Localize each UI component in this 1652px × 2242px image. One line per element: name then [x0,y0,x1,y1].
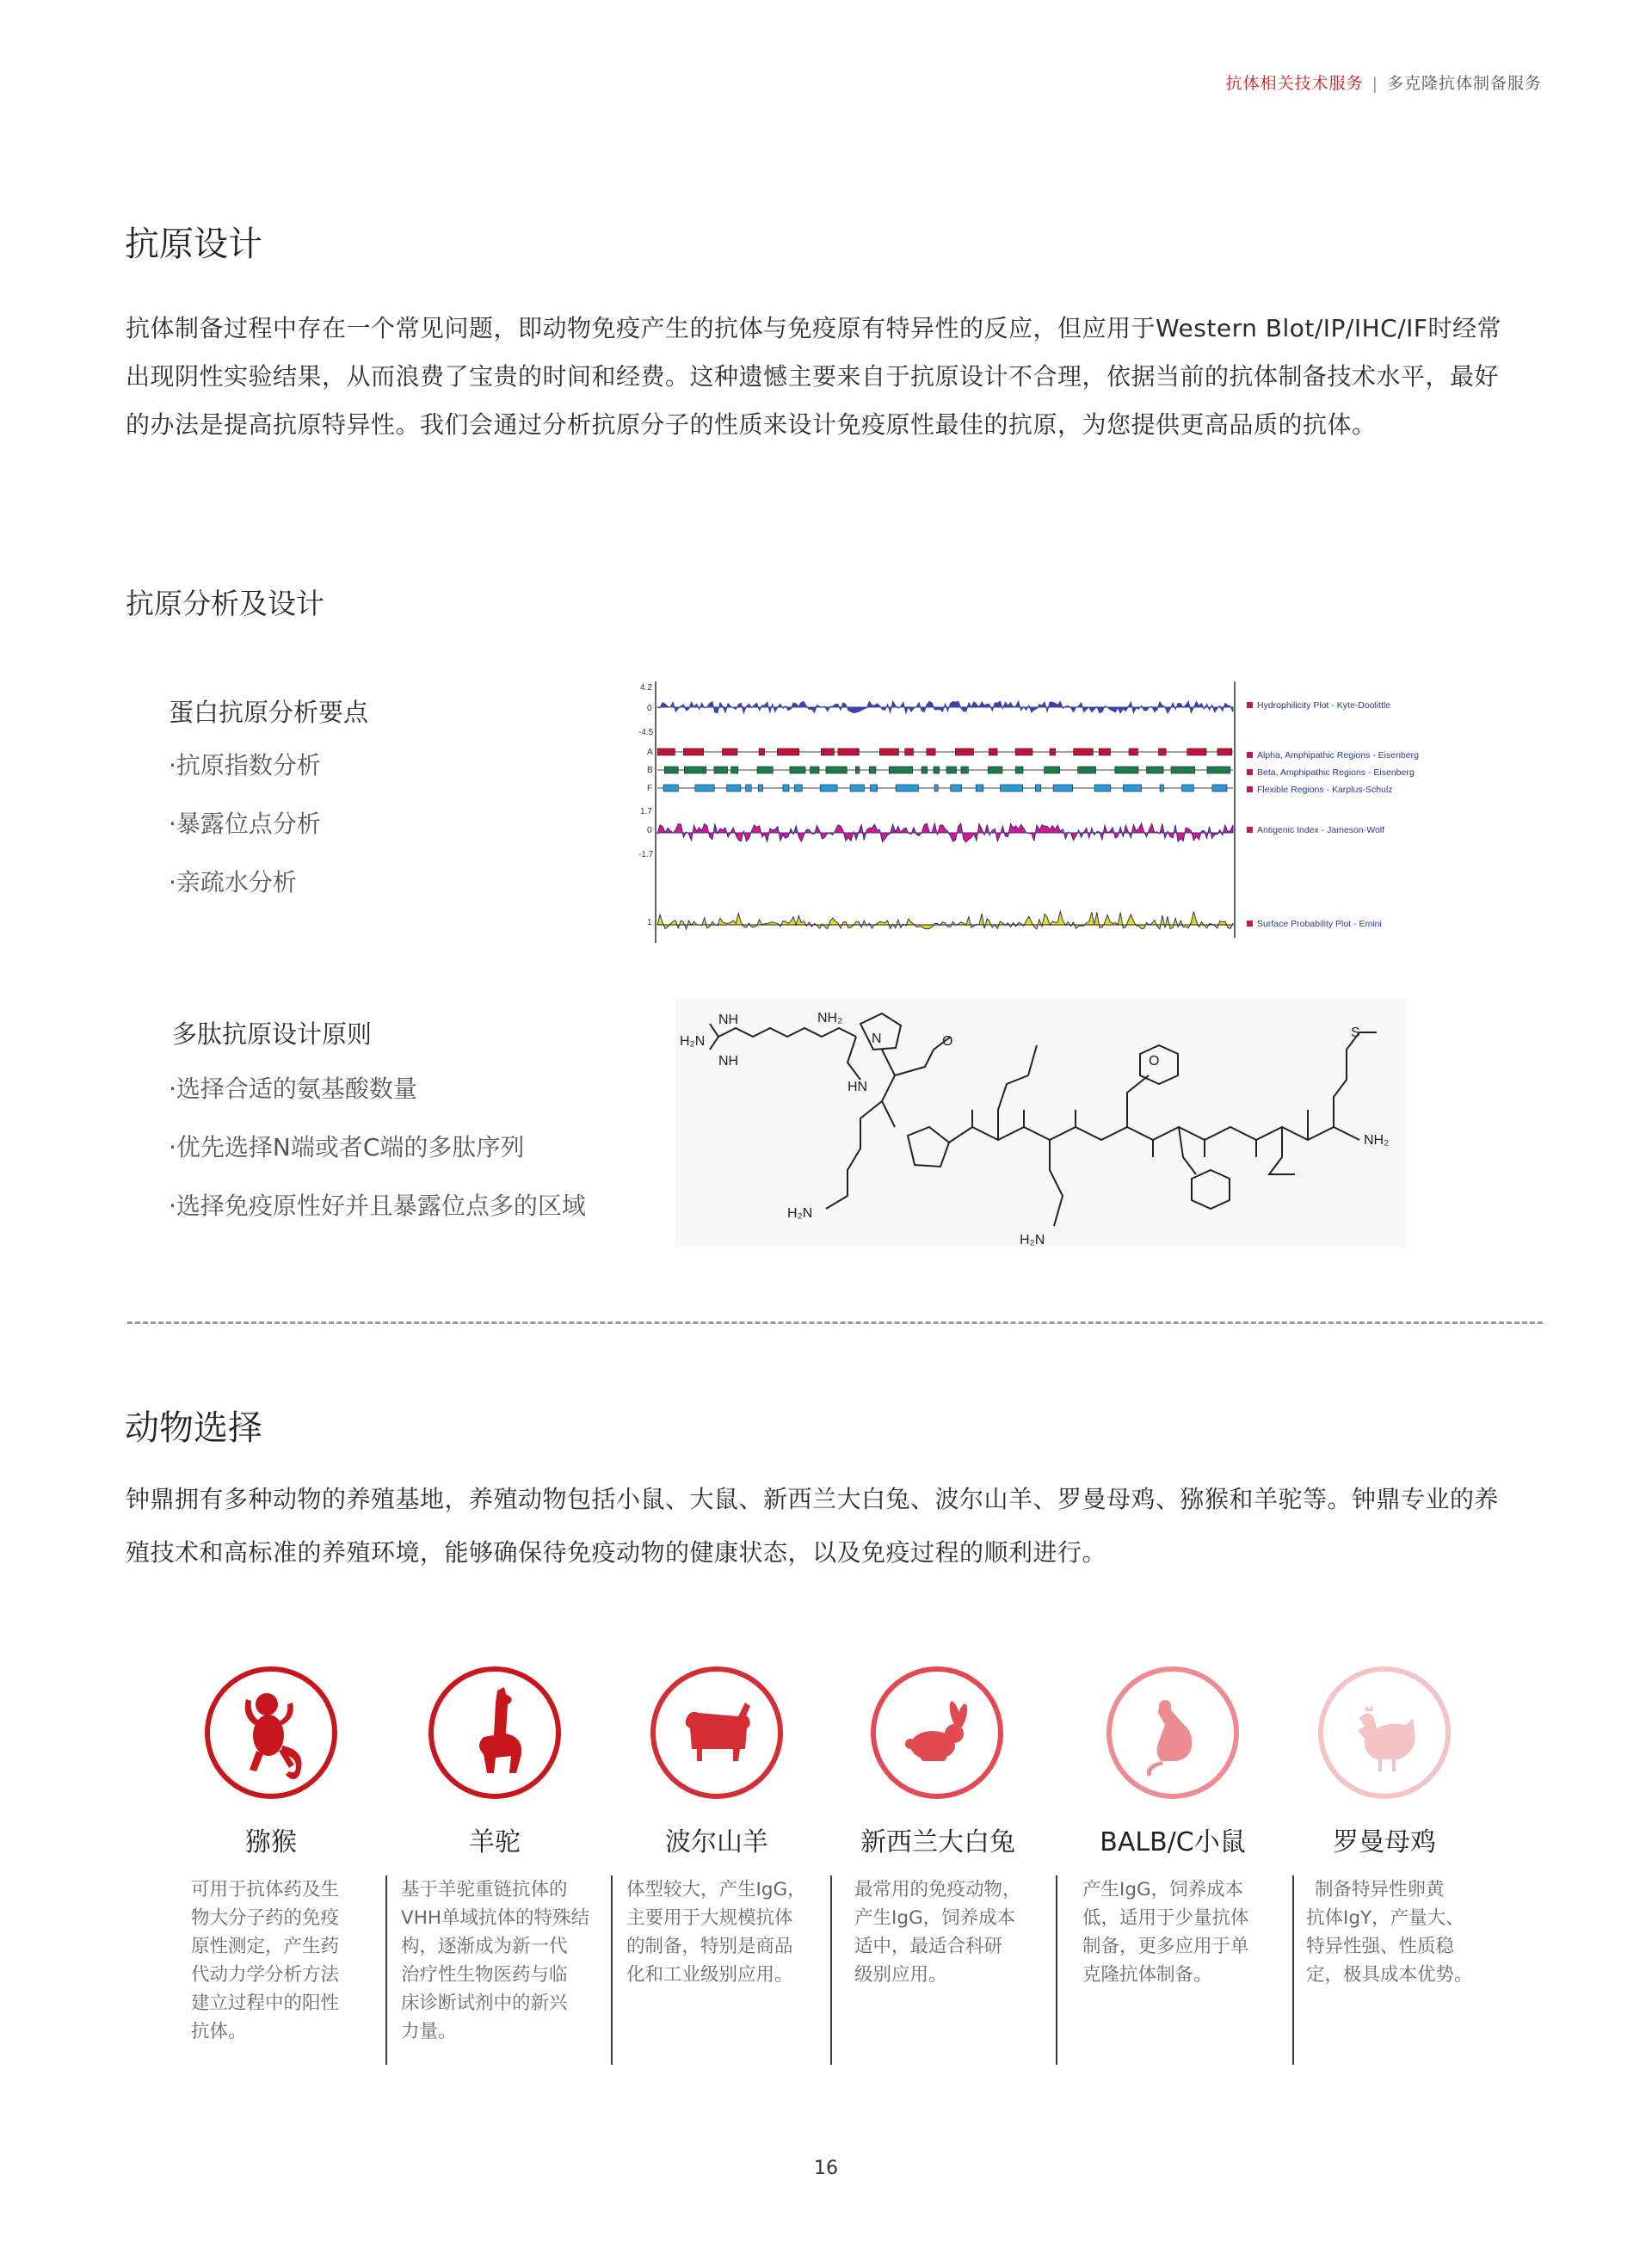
animal-name-rabbit: 新西兰大白兔 [860,1827,1015,1857]
region-mark [663,785,678,791]
legend-entry: Alpha, Amphipathic Regions - Eisenberg [1257,750,1419,761]
region-mark [934,767,940,773]
region-mark [1123,785,1141,791]
paragraph-line: 抗体制备过程中存在一个常见问题，即动物免疫产生的抗体与免疫原有特异性的反应，但应用于Western Blot/IP/IHC/IF时经常 [126,314,1502,342]
region-mark [657,748,675,755]
region-mark [946,767,957,773]
page-header [1226,71,1542,94]
region-mark [1212,785,1227,791]
analysis-title: 抗原分析及设计 [126,587,324,620]
region-mark [1015,748,1032,755]
desc-line: 产生IgG，饲养成本 [1082,1879,1244,1900]
region-mark [746,785,752,791]
region-mark [1078,767,1096,773]
region-mark [927,748,935,755]
region-mark [1207,767,1230,773]
column-divider [385,1876,387,2065]
region-mark [1217,748,1232,755]
desc-line: 体型较大，产生IgG， [626,1879,806,1900]
header-category: 抗体相关技术服务 [1225,74,1364,93]
region-mark [1159,748,1167,755]
region-mark [1015,767,1023,773]
animal-desc-mouse [1082,1876,1249,1989]
column-divider [1056,1876,1057,2065]
chem-label: H₂N [680,1034,706,1049]
axis-tick: -4.5 [638,728,654,737]
region-mark [869,767,876,773]
goat-icon [649,1665,785,1801]
chem-label: N [872,1032,882,1046]
region-mark [821,748,834,755]
animal-name-goat: 波尔山羊 [665,1827,768,1857]
region-mark [951,785,962,791]
region-mark [783,785,789,791]
region-mark [879,748,898,755]
desc-line: 制备特异性卵黄 [1315,1879,1445,1900]
axis-tick: 1 [647,918,652,927]
axis-tick: -1.7 [638,850,654,859]
region-mark [794,785,802,791]
desc-line: 抗体。 [191,2021,247,2042]
region-mark [1001,785,1023,791]
desc-line: 治疗性生物医药与临 [401,1964,568,1986]
desc-line: 制备，更多应用于单 [1082,1936,1249,1957]
desc-line: 力量。 [401,2021,457,2042]
desc-line: 定，极具成本优势。 [1306,1964,1473,1986]
antigen-design-title: 抗原设计 [125,225,262,264]
list-item: ·选择合适的氨基酸数量 [169,1075,417,1103]
axis-tick: B [647,766,653,775]
region-mark [758,785,762,791]
desc-line: 基于羊驼重链抗体的 [401,1879,568,1900]
chem-label: H₂N [787,1206,813,1221]
region-mark [988,767,1002,773]
mouse-icon [1105,1665,1241,1801]
desc-line: 建立过程中的阳性 [191,1993,340,2014]
region-mark [811,767,820,773]
desc-line: 的制备，特别是商品 [626,1936,793,1957]
region-mark [934,785,938,791]
region-mark [870,785,877,791]
region-mark [850,785,864,791]
desc-line: 代动力学分析方法 [191,1964,340,1986]
region-mark [1074,748,1094,755]
axis-tick: A [647,748,653,757]
list-item: ·抗原指数分析 [169,751,321,779]
desc-line: 最常用的免疫动物， [854,1879,1021,1900]
region-mark [1035,785,1041,791]
axis-tick: 0 [647,826,652,835]
legend-entry: Surface Probability Plot - Emini [1257,919,1382,929]
peptide-design-title: 多肽抗原设计原则 [172,1019,373,1049]
paragraph-line: 钟鼎拥有多种动物的养殖基地，养殖动物包括小鼠、大鼠、新西兰大白兔、波尔山羊、罗曼母鸡、猕猴和羊驼等。钟鼎专业的养 [126,1485,1500,1513]
desc-line: 克隆抗体制备。 [1082,1964,1212,1986]
region-mark [1187,748,1206,755]
region-mark [989,748,997,755]
protein-analysis-list [169,736,321,912]
legend-entry: Beta, Amphipathic Regions - Eisenberg [1257,767,1415,778]
section-divider [127,1321,1543,1324]
animal-name-mouse: BALB/C小鼠 [1100,1827,1246,1857]
legend-entry: Antigenic Index - Jameson-Wolf [1257,825,1385,835]
region-mark [889,767,912,773]
region-mark [777,748,799,755]
region-mark [1045,767,1060,773]
region-mark [955,748,973,755]
peptide-structure-diagram [675,998,1407,1247]
chem-label: NH₂ [1364,1133,1390,1148]
desc-line: VHH单域抗体的特殊结 [401,1907,590,1929]
region-mark [727,785,741,791]
region-mark [1147,767,1164,773]
chem-label: NH₂ [817,1011,843,1026]
region-mark [922,767,928,773]
region-mark [723,748,738,755]
region-mark [1053,785,1073,791]
hen-icon [1316,1665,1452,1801]
chem-label: NH [718,1054,739,1069]
column-divider [830,1876,832,2065]
region-mark [757,767,773,773]
list-item: ·暴露位点分析 [169,810,321,838]
desc-line: 原性测定，产生药 [191,1936,340,1957]
paragraph-line: 的办法是提高抗原特异性。我们会通过分析抗原分子的性质来设计免疫原性最佳的抗原，为您提供更高品质的抗体。 [126,410,1377,439]
paragraph-line: 出现阴性实验结果，从而浪费了宝贵的时间和经费。这种遗憾主要来自于抗原设计不合理，依据当前的抗体制备技术水平，最好 [126,362,1500,391]
region-mark [731,767,738,773]
animal-selection-paragraph [126,1473,1537,1580]
chem-label: O [1149,1054,1160,1069]
desc-line: 级别应用。 [854,1964,947,1986]
axis-tick: 0 [647,704,652,713]
hydrophilicity-trace [657,701,1233,713]
protein-analysis-title: 蛋白抗原分析要点 [169,698,369,727]
region-mark [976,785,983,791]
axis-tick: 1.7 [640,807,652,816]
animal-desc-hen [1306,1876,1473,1989]
region-mark [820,785,837,791]
column-divider [611,1876,613,2065]
header-separator: | [1372,74,1378,93]
region-mark [961,767,969,773]
desc-line: 产生IgG，饲养成本 [854,1907,1016,1929]
surface-probability-trace [657,911,1233,929]
region-mark [1171,767,1195,773]
peptide-design-list [169,1060,586,1235]
region-mark [1129,748,1138,755]
region-mark [1182,785,1194,791]
animal-desc-goat [626,1876,806,1989]
desc-line: 主要用于大规模抗体 [626,1907,793,1929]
legend-entry: Hydrophilicity Plot - Kyte-Doolittle [1257,700,1391,711]
animal-name-monkey: 猕猴 [245,1827,297,1857]
animal-desc-alpaca [401,1876,589,2046]
desc-line: 适中，最适合科研 [854,1936,1003,1957]
desc-line: 低，适用于少量抗体 [1082,1907,1249,1929]
legend-entry: Flexible Regions - Karplus-Schulz [1257,785,1393,795]
alpaca-icon [427,1665,563,1801]
region-mark [695,785,714,791]
region-mark [1099,748,1110,755]
desc-line: 物大分子药的免疫 [191,1907,340,1929]
animal-name-hen: 罗曼母鸡 [1333,1827,1436,1857]
antigenic-index-trace [657,823,1233,842]
animal-selection-title: 动物选择 [125,1408,262,1448]
region-mark [759,748,765,755]
desc-line: 可用于抗体药及生 [191,1879,340,1900]
list-item: ·选择免疫原性好并且暴露位点多的区域 [169,1192,586,1220]
region-mark [826,767,847,773]
region-mark [684,767,706,773]
page-number: 16 [814,2158,838,2179]
desc-line: 床诊断试剂中的新兴 [401,1993,568,2014]
region-mark [664,767,678,773]
header-service: 多克隆抗体制备服务 [1386,74,1542,93]
axis-tick: F [647,784,653,793]
protein-analysis-plot [628,680,1454,946]
list-item: ·亲疏水分析 [169,868,297,896]
region-mark [1094,785,1111,791]
region-mark [896,785,918,791]
chem-label: H₂N [1020,1233,1045,1247]
region-mark [1115,767,1138,773]
chem-label: HN [848,1080,868,1094]
animal-name-alpaca: 羊驼 [469,1827,521,1857]
region-mark [1160,785,1163,791]
region-mark [1050,748,1056,755]
desc-line: 特异性强、性质稳 [1306,1936,1455,1957]
desc-line: 抗体IgY，产量大、 [1306,1907,1464,1929]
region-mark [838,748,860,755]
column-divider [1292,1876,1294,2065]
region-mark [683,748,703,755]
region-mark [790,767,805,773]
axis-tick: 4.2 [640,683,652,693]
region-mark [714,767,728,773]
rabbit-icon [869,1665,1005,1801]
animal-desc-rabbit [854,1876,1021,1989]
chem-label: NH [718,1013,739,1027]
plot-legend [1247,700,1419,929]
region-mark [905,748,914,755]
paragraph-line: 殖技术和高标准的养殖环境，能够确保待免疫动物的健康状态，以及免疫过程的顺利进行。 [126,1538,1107,1567]
chem-label: O [942,1034,953,1049]
antigen-design-paragraph [126,305,1537,449]
monkey-icon [203,1665,339,1801]
desc-line: 构，逐渐成为新一代 [401,1936,568,1957]
region-mark [855,767,860,773]
desc-line: 化和工业级别应用。 [626,1964,793,1986]
chem-label: S [1351,1026,1360,1040]
animal-desc-monkey [191,1876,339,2046]
list-item: ·优先选择N端或者C端的多肽序列 [169,1133,525,1161]
